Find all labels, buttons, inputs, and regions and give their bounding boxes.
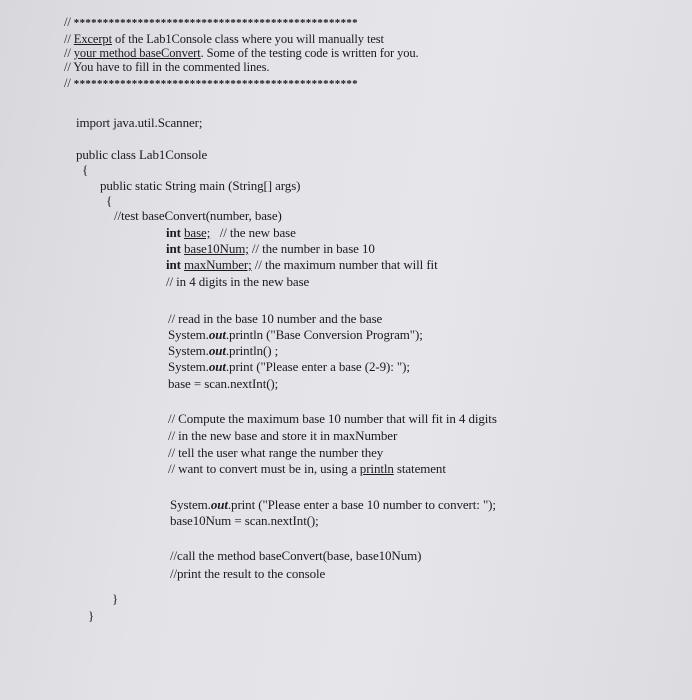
header-stars-top: ************************************************* bbox=[73, 17, 358, 29]
class-declaration: public class Lab1Console bbox=[76, 147, 208, 162]
class-open-brace: { bbox=[82, 162, 89, 177]
system-prefix: System. bbox=[168, 359, 209, 374]
call-comment: //call the method baseConvert(base, base10Num) bbox=[170, 548, 422, 563]
system-prefix: System. bbox=[170, 497, 211, 512]
var-base: base; bbox=[184, 225, 211, 240]
compute-comment-4-a: // want to convert must be in, using a bbox=[168, 461, 360, 476]
compute-comment-2: // in the new base and store it in maxNumber bbox=[168, 428, 398, 443]
header-2-underlined: Excerpt bbox=[73, 32, 112, 46]
var-base10num-comment: // the number in base 10 bbox=[248, 241, 375, 256]
print-number-prompt bbox=[170, 497, 496, 513]
system-prefix: System. bbox=[168, 343, 209, 358]
println-program bbox=[168, 327, 423, 343]
header-3-underlined: your method baseConvert bbox=[73, 46, 201, 60]
header-2-prefix: // bbox=[64, 32, 74, 46]
main-close-brace: } bbox=[112, 591, 119, 606]
var-maxnumber: maxNumber; bbox=[184, 257, 252, 272]
compute-comment-4 bbox=[168, 461, 446, 477]
var-base-comment: // the new base bbox=[210, 225, 296, 240]
header-3-rest: . Some of the testing code is written for you. bbox=[200, 46, 419, 60]
header-comment-marker: // bbox=[64, 15, 71, 29]
read-comment: // read in the base 10 number and the base bbox=[168, 311, 383, 326]
out-keyword: out bbox=[208, 327, 226, 342]
header-line-5 bbox=[64, 75, 358, 92]
out-keyword: out bbox=[208, 359, 226, 374]
header-line-4: // You have to fill in the commented lines. bbox=[64, 60, 270, 74]
keyword-int: int bbox=[166, 257, 181, 272]
compute-comment-4-b: statement bbox=[393, 461, 446, 476]
out-keyword: out bbox=[210, 497, 228, 512]
compute-comment-1: // Compute the maximum base 10 number that will fit in 4 digits bbox=[168, 411, 497, 426]
header-3-prefix: // bbox=[64, 46, 74, 60]
main-open-brace: { bbox=[106, 193, 113, 208]
header-stars-bottom: ************************************************* bbox=[73, 78, 358, 90]
print-comment: //print the result to the console bbox=[170, 566, 326, 581]
header-line-1 bbox=[64, 14, 358, 31]
print-base-prompt-rest: .print ("Please enter a base (2-9): "); bbox=[225, 359, 410, 374]
test-comment: //test baseConvert(number, base) bbox=[114, 208, 282, 223]
out-keyword: out bbox=[208, 343, 226, 358]
var-maxnumber-line bbox=[166, 257, 438, 273]
header-comment-marker-2: // bbox=[64, 76, 71, 90]
var-base10num-line bbox=[166, 241, 375, 257]
var-base-line bbox=[166, 225, 296, 241]
base-assign: base = scan.nextInt(); bbox=[168, 376, 279, 391]
num-assign: base10Num = scan.nextInt(); bbox=[170, 513, 319, 528]
class-close-brace: } bbox=[88, 608, 95, 623]
header-2-rest: of the Lab1Console class where you will manually test bbox=[111, 32, 384, 46]
print-number-prompt-rest: .print ("Please enter a base 10 number to convert: "); bbox=[227, 497, 496, 512]
import-statement: import java.util.Scanner; bbox=[76, 115, 203, 130]
main-declaration: public static String main (String[] args) bbox=[100, 178, 301, 193]
var-maxnumber-comment: // the maximum number that will fit bbox=[251, 257, 438, 272]
compute-comment-4-println: println bbox=[359, 461, 394, 476]
keyword-int: int bbox=[166, 225, 181, 240]
system-prefix: System. bbox=[168, 327, 209, 342]
var-base10num: base10Num; bbox=[184, 241, 249, 256]
println-empty bbox=[168, 343, 278, 359]
println-program-rest: .println ("Base Conversion Program"); bbox=[225, 327, 423, 342]
compute-comment-3: // tell the user what range the number they bbox=[168, 445, 384, 460]
print-base-prompt bbox=[168, 359, 410, 375]
println-empty-rest: .println() ; bbox=[225, 343, 279, 358]
var-maxnumber-comment-2: // in 4 digits in the new base bbox=[166, 274, 310, 289]
keyword-int: int bbox=[166, 241, 181, 256]
